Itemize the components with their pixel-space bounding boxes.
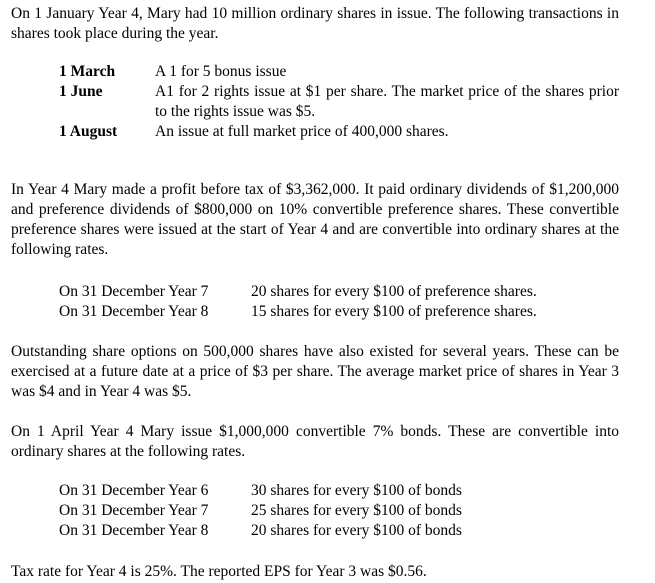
transaction-description: An issue at full market price of 400,000 shares. <box>155 123 449 140</box>
profit-paragraph: In Year 4 Mary made a profit before tax of $3,362,000. It paid ordinary dividends of $1,200,000 and preference dividends of $800,000 on 10% convertible preference shares. These convertible preference shares were issued at the start of Year 4 and are convertible into ordinary shares at the following rates. <box>11 181 619 258</box>
transaction-row <box>59 122 619 142</box>
transaction-row <box>59 82 619 122</box>
rate-date: On 31 December Year 7 <box>59 502 209 519</box>
rate-date: On 31 December Year 6 <box>59 482 209 499</box>
rate-date: On 31 December Year 8 <box>59 303 209 320</box>
rate-description: 20 shares for every $100 of preference shares. <box>251 283 537 300</box>
transaction-description: A1 for 2 rights issue at $1 per share. The market price of the shares prior to the rights issue was $5. <box>155 83 619 120</box>
rate-date: On 31 December Year 7 <box>59 283 209 300</box>
intro-paragraph: On 1 January Year 4, Mary had 10 million ordinary shares in issue. The following transactions in shares took place during the year. <box>11 5 619 42</box>
rate-description: 25 shares for every $100 of bonds <box>251 502 462 519</box>
transaction-date: 1 June <box>59 83 103 100</box>
bonds-paragraph: On 1 April Year 4 Mary issue $1,000,000 convertible 7% bonds. These are convertible into ordinary shares at the following rates. <box>11 423 619 460</box>
transaction-date: 1 August <box>59 123 118 140</box>
options-paragraph: Outstanding share options on 500,000 shares have also existed for several years. These can be exercised at a future date at a price of $3 per share. The average market price of shares in Year 3 was $4 and in Year 4 was $5. <box>11 343 619 400</box>
transaction-date: 1 March <box>59 63 116 80</box>
tax-paragraph: Tax rate for Year 4 is 25%. The reported EPS for Year 3 was $0.56. <box>11 563 427 580</box>
transaction-row <box>59 62 619 82</box>
rate-description: 30 shares for every $100 of bonds <box>251 482 462 499</box>
rate-date: On 31 December Year 8 <box>59 522 209 539</box>
rate-description: 15 shares for every $100 of preference shares. <box>251 303 537 320</box>
rate-description: 20 shares for every $100 of bonds <box>251 522 462 539</box>
transaction-description: A 1 for 5 bonus issue <box>155 63 287 80</box>
